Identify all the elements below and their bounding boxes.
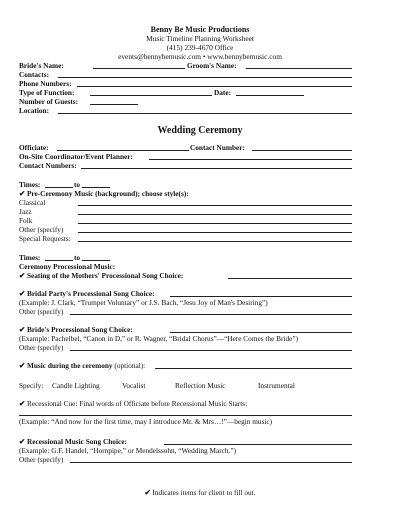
recessional-cue-example: (Example: “And now for the first time, may I introduce Mr. & Mrs…!”—begin music) [19,417,273,426]
company-name: Benny Be Music Productions [150,25,250,34]
style-other-field[interactable] [78,232,352,233]
check-icon: ✔ [19,289,26,298]
check-icon: ✔ [144,488,151,497]
style-other-label: Other (specify) [19,225,64,234]
coordinator-label: On-Site Coordinator/Event Planner: [19,152,133,161]
bride-song-example: (Example: Pachelbel, “Canon in D,” or R. Wagner, “Bridal Chorus”—“Here Comes the Bride”) [19,334,299,343]
bridal-party-song-field[interactable] [170,296,352,297]
location-label: Location: [19,106,49,115]
function-type-field[interactable] [90,95,212,96]
bridal-party-other-label: Other (specify) [19,307,64,316]
bridal-party-example: (Example: J. Clark, “Trumpet Voluntary” or J.S. Bach, “Jesu Joy of Man's Desiring”) [19,298,268,307]
recessional-example: (Example: G.F. Handel, “Hornpipe,” or Mendelssohn, “Wedding March.”) [19,446,237,455]
contacts-label: Contacts: [19,70,49,79]
special-requests-field[interactable] [78,241,352,242]
pre-start-time-field[interactable] [45,187,73,188]
proc-to-label: to [74,253,81,262]
check-icon: ✔ [19,271,26,280]
mothers-song-label: ✔ Seating of the Mothers' Processional Song Choice: [19,271,184,280]
check-icon: ✔ [19,361,26,370]
pre-times-label: Times: [19,180,41,189]
check-icon: ✔ [19,399,26,408]
proc-start-time-field[interactable] [45,260,73,261]
guests-field[interactable] [90,104,138,105]
contacts-field[interactable] [58,77,352,78]
phone-numbers-field[interactable] [77,86,352,87]
pre-end-time-field[interactable] [82,187,110,188]
style-jazz-label: Jazz [19,207,32,216]
bride-other-label: Other (specify) [19,343,64,352]
mothers-song-field[interactable] [228,278,352,279]
recessional-other-field[interactable] [70,462,352,463]
style-classical-field[interactable] [78,205,352,206]
bride-name-field[interactable] [93,68,185,69]
coordinator-field[interactable] [149,159,352,160]
recessional-song-label: ✔ Recessional Music Song Choice: [19,437,127,446]
ceremony-title: Wedding Ceremony [157,125,243,136]
option-candle-lighting[interactable]: Candle Lighting [52,381,100,390]
contact-number-label: Contact Number: [190,143,245,152]
bride-name-label: Bride's Name: [19,61,64,70]
groom-name-label: Groom's Name: [187,61,237,70]
pre-ceremony-heading [19,189,189,198]
proc-end-time-field[interactable] [82,260,110,261]
date-label: Date: [214,88,232,97]
location-field[interactable] [58,113,352,114]
date-field[interactable] [236,95,304,96]
check-icon: ✔ [19,325,26,334]
contact-number-field[interactable] [252,150,352,151]
officiate-label: Officiate: [19,143,49,152]
special-requests-label: Special Requests: [19,234,71,243]
bride-other-field[interactable] [70,350,352,351]
option-reflection-music[interactable]: Reflection Music [175,381,226,390]
check-icon: ✔ [19,437,26,446]
proc-times-label: Times: [19,253,41,262]
bride-song-field[interactable] [170,332,352,333]
worksheet-subtitle: Music Timeline Planning Worksheet [146,34,254,43]
style-folk-label: Folk [19,216,33,225]
contact-numbers-field[interactable] [81,168,352,169]
footer-note: ✔ Indicates items for client to fill out. [144,488,256,497]
groom-name-field[interactable] [246,68,352,69]
style-classical-label: Classical [19,198,46,207]
bride-song-label: ✔ Bride's Processional Song Choice: [19,325,133,334]
style-jazz-field[interactable] [78,214,352,215]
officiate-field[interactable] [57,150,189,151]
during-ceremony-field[interactable] [155,368,352,369]
recessional-other-label: Other (specify) [19,455,64,464]
bridal-party-song-label: ✔ Bridal Party's Processional Song Choice: [19,289,155,298]
style-folk-field[interactable] [78,223,352,224]
pre-ceremony-heading-text: Pre-Ceremony Music (background); choose style(s): [26,189,189,198]
guests-label: Number of Guests: [19,97,79,106]
pre-to-label: to [74,180,81,189]
recessional-cue-label: ✔ Recessional Cue: Final words of Officiate before Recessional Music Starts: [19,399,248,408]
office-phone: (415) 239-4670 Office [166,43,234,52]
option-vocalist[interactable]: Vocalist [122,381,146,390]
option-instrumental[interactable]: Instrumental [258,381,295,390]
check-icon: ✔ [19,189,26,198]
during-ceremony-label: ✔ Music during the ceremony (optional): [19,361,146,370]
function-type-label: Type of Function: [19,88,75,97]
recessional-song-field[interactable] [164,444,352,445]
bridal-party-other-field[interactable] [70,314,352,315]
phone-numbers-label: Phone Numbers: [19,79,72,88]
contact-info: events@bennybemusic.com • www.bennybemusic.com [118,52,282,61]
recessional-cue-field[interactable] [19,415,352,416]
contact-numbers-label: Contact Numbers: [19,161,77,170]
specify-label: Specify: [19,381,44,390]
processional-heading: Ceremony Processional Music: [19,262,116,271]
